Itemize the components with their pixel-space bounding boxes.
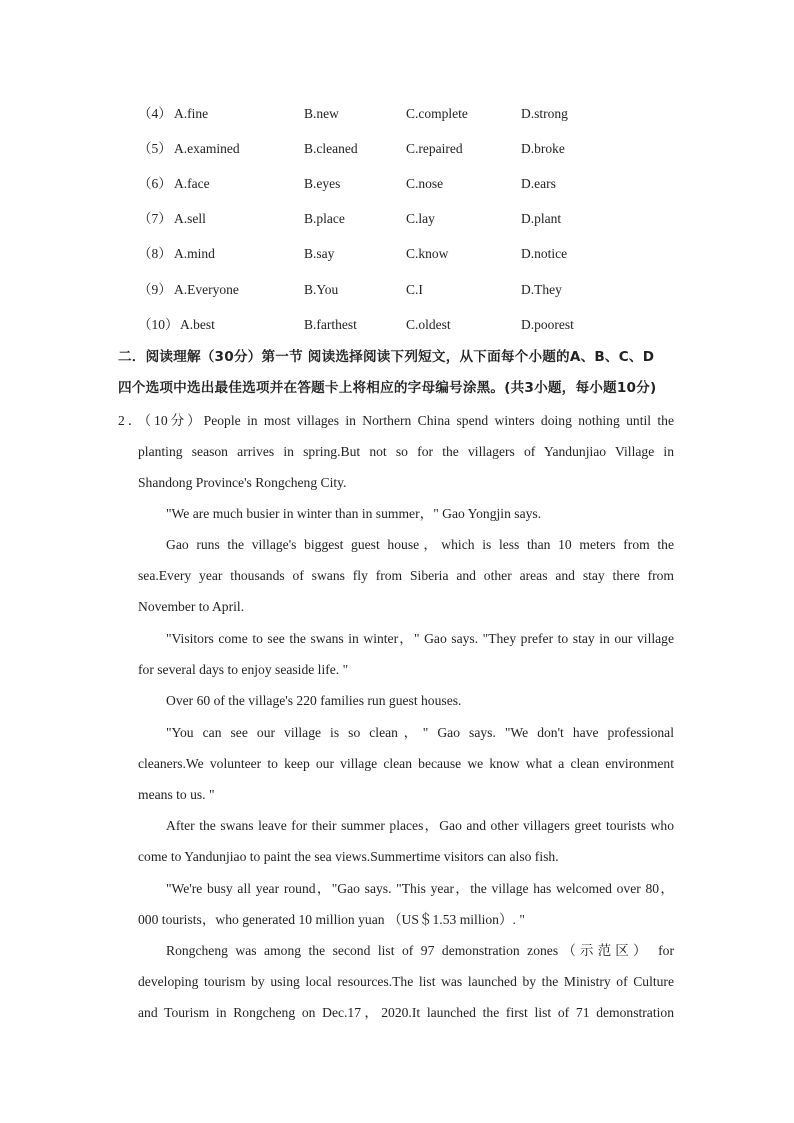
passage-line: cleaners.We volunteer to keep our village clean because we know what a clean environment — [138, 756, 674, 771]
option-b: B.place — [304, 211, 345, 226]
option-a: A.fine — [174, 106, 209, 121]
option-c: C.oldest — [406, 317, 451, 332]
option-number: （10） — [138, 317, 179, 332]
passage-line: "Visitors come to see the swans in winter，" Gao says. "They prefer to stay in our village — [166, 631, 674, 646]
option-b: B.You — [304, 282, 339, 297]
option-row — [0, 244, 794, 264]
option-row — [0, 139, 794, 159]
option-c: C.lay — [406, 211, 435, 226]
passage-line: "You can see our village is so clean，" Gao says. "We don't have professional — [166, 725, 674, 740]
option-d: D.poorest — [521, 317, 574, 332]
passage-line: November to April. — [138, 599, 245, 614]
option-number: （6） — [138, 176, 172, 191]
passage-line: Rongcheng was among the second list of 97 demonstration zones（示范区） for — [166, 943, 674, 958]
option-c: C.complete — [406, 106, 468, 121]
passage-line: Gao runs the village's biggest guest house，which is less than 10 meters from the — [166, 537, 674, 552]
option-c: C.nose — [406, 176, 444, 191]
passage-line: 2．（10分）People in most villages in Northern China spend winters doing nothing until the — [118, 413, 674, 428]
passage-line: "We are much busier in winter than in summer，" Gao Yongjin says. — [166, 506, 542, 521]
option-a: A.face — [174, 176, 210, 191]
option-b: B.say — [304, 246, 335, 261]
passage-line: for several days to enjoy seaside life. " — [138, 662, 349, 677]
option-c: C.I — [406, 282, 423, 297]
passage-line: and Tourism in Rongcheng on Dec.17，2020.It launched the first list of 71 demonstration — [138, 1005, 674, 1020]
option-d: D.ears — [521, 176, 556, 191]
option-row — [0, 104, 794, 124]
option-b: B.farthest — [304, 317, 357, 332]
option-d: D.notice — [521, 246, 568, 261]
option-b: B.cleaned — [304, 141, 358, 156]
option-number: （8） — [138, 246, 172, 261]
option-c: C.know — [406, 246, 449, 261]
passage-line: means to us. " — [138, 787, 215, 802]
passage-line: planting season arrives in spring.But not so for the villagers of Yandunjiao Village in — [138, 444, 674, 459]
option-a: A.best — [180, 317, 215, 332]
option-number: （9） — [138, 282, 172, 297]
option-number: （5） — [138, 141, 172, 156]
option-number: （7） — [138, 211, 172, 226]
option-a: A.examined — [174, 141, 240, 156]
passage-line: After the swans leave for their summer places，Gao and other villagers greet tourists who — [166, 818, 674, 833]
option-d: D.broke — [521, 141, 565, 156]
option-d: D.plant — [521, 211, 562, 226]
passage-line: come to Yandunjiao to paint the sea views.Summertime visitors can also fish. — [138, 849, 559, 864]
option-row — [0, 280, 794, 300]
option-a: A.Everyone — [174, 282, 239, 297]
passage-line: Shandong Province's Rongcheng City. — [138, 475, 347, 490]
passage-line: "We're busy all year round，"Gao says. "This year，the village has welcomed over 80， — [166, 881, 674, 896]
section-header — [118, 342, 678, 404]
option-a: A.sell — [174, 211, 206, 226]
option-number: （4） — [138, 106, 172, 121]
option-row — [0, 209, 794, 229]
option-d: D.strong — [521, 106, 568, 121]
section-header-line-2: 四个选项中选出最佳选项并在答题卡上将相应的字母编号涂黑。(共3小题，每小题10分) — [118, 380, 657, 396]
passage-line: Over 60 of the village's 220 families run guest houses. — [166, 693, 462, 708]
passage-line: developing tourism by using local resources.The list was launched by the Ministry of Culture — [138, 974, 674, 989]
passage-line: 000 tourists，who generated 10 million yuan （US＄1.53 million）. " — [138, 912, 525, 927]
option-a: A.mind — [174, 246, 215, 261]
option-d: D.They — [521, 282, 562, 297]
option-b: B.eyes — [304, 176, 341, 191]
option-b: B.new — [304, 106, 339, 121]
passage-line: sea.Every year thousands of swans fly from Siberia and other areas and stay there from — [138, 568, 674, 583]
option-c: C.repaired — [406, 141, 463, 156]
option-row — [0, 174, 794, 194]
option-row — [0, 315, 794, 335]
section-header-line-1: 二．阅读理解（30分）第一节 阅读选择阅读下列短文，从下面每个小题的A、B、C、D — [118, 349, 655, 365]
